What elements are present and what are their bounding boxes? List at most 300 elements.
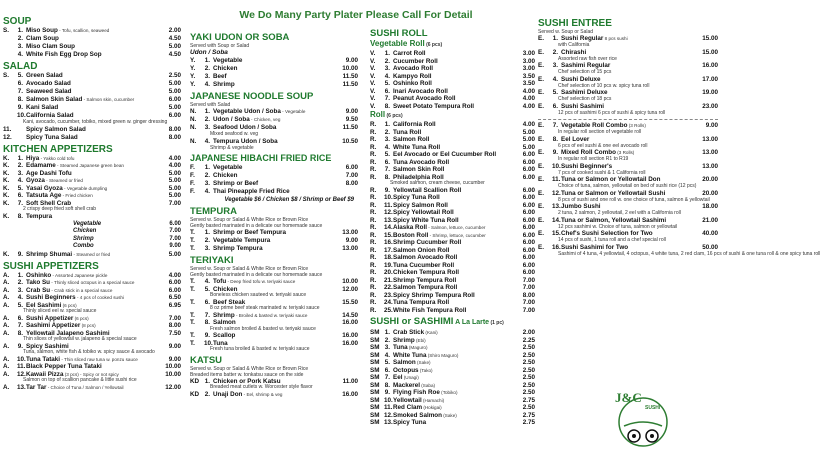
item-number: 8. [384,173,390,181]
item-description: (6 pcs) [61,302,77,308]
item-category-code: E. [538,162,544,170]
item-number: 5. [384,151,390,158]
item-number: 4. [384,72,390,80]
item-description: - Crab stick in a special sauce [50,287,113,293]
item-number: 8. [17,329,23,337]
item-number: 12. [552,189,561,197]
item-price: 3.50 [522,72,535,80]
menu-item [370,329,535,337]
menu-item [190,245,358,253]
item-number: 9. [17,250,23,258]
item-category-code: SM [370,396,380,404]
item-category-code: N. [190,108,197,115]
item-number: 4. [204,188,210,195]
yaki-list [190,57,358,89]
option-name: Shrimp [73,235,94,242]
column-4 [538,16,820,257]
item-category-code: R. [370,246,377,254]
item-price: 16.00 [342,332,358,339]
menu-item [370,88,535,96]
item-number: 4. [17,51,23,58]
item-name: Eel Lover [561,135,590,143]
item-name: Tuna Tataki - Thin sliced raw tuna w. ponzu sauce [26,355,138,363]
item-number: 2. [204,172,210,179]
menu-item [3,88,181,96]
item-number: 11. [552,176,561,183]
item-number: 4. [204,137,210,145]
item-price: 7.00 [522,306,535,314]
item-price: 10.00 [165,363,181,370]
item-number: 20. [384,269,393,276]
menu-item [370,224,535,232]
item-price: 10.00 [342,65,358,72]
item-number: 1. [17,271,23,279]
item-price: 7.00 [168,199,181,207]
item-description: (6 pcs) [73,315,89,321]
menu-item [3,192,181,200]
tempura-list [190,229,358,253]
item-name: Edamame - Steamed Japanese green bean [26,162,124,169]
item-note: Sashimi of 4 tuna, 4 yellowtail, 4 octopus, 4 white tuna, 2 red clam, 16 pcs of sushi & one tuna roll & one spicy tuna roll [558,250,820,257]
item-name: Seafood Udon / Soba [213,124,277,131]
vegetable-roll-count: (6 pcs) [424,42,443,48]
item-category-code: R. [370,143,377,151]
hibachi-heading: JAPANESE HIBACHI FRIED RICE [190,153,332,163]
item-price: 16.00 [702,62,718,69]
item-name: Clam Soup [26,35,59,42]
item-number: 3. [204,245,210,252]
item-name: Boston Roll - Shrimp, lettuce, cucumber [393,231,486,239]
item-price: 6.00 [168,112,181,119]
item-category-code: E. [538,149,544,156]
item-name: Vegetable Roll Combo (3 Rolls) [561,122,646,129]
item-description: (3 Rolls) [627,123,646,128]
item-name: Spicy Sashimi [26,342,69,350]
menu-item [3,251,181,259]
item-name: Sashimi Appetizer (8 pcs) [26,322,96,329]
kitchen-note: 2 crispy deep fried soft shell crab [23,206,97,212]
item-category-code: SM [370,366,380,374]
item-note: Chef selection of 10 pcs w. spicy tuna roll [558,82,650,89]
item-price: 3.00 [522,57,535,65]
item-number: 1. [552,35,558,42]
item-number: 2. [384,57,390,65]
item-name: Sweet Potato Tempura Roll [393,102,475,110]
item-price: 20.00 [702,176,718,183]
item-category-code: A. [3,286,10,294]
item-name: Chicken Tempura Roll [393,269,460,276]
kitchen-appetizers-heading: KITCHEN APPETIZERS [3,143,113,155]
item-price: 5.00 [522,143,535,151]
item-name: Eel Avocado or Eel Cucumber Roll [393,151,497,158]
item-description: - Yakko cold tofu [39,155,75,161]
tempura-option [3,243,181,251]
item-number: 3. [17,169,23,177]
item-description: 8 pcs sushi [603,36,628,41]
tempura-option [3,236,181,244]
item-price: 15.00 [702,35,718,42]
item-number: 2. [17,35,23,42]
item-price: 12.00 [342,285,358,293]
tempura-appetizer-label: Tempura [26,212,53,220]
item-name: Spicy Salmon Roll [393,201,448,209]
item-category-code: S. [3,72,9,79]
item-description: (Saba) [419,382,436,388]
item-name: Sushi Sashimi [561,102,605,110]
item-category-code: E. [538,135,544,143]
sushi-roll-heading: SUSHI ROLL [370,28,428,39]
item-price: 14.50 [342,311,358,319]
item-category-code: R. [370,299,377,306]
item-name: Yasai Gyoza - Vegetable dumpling [26,184,108,192]
item-number: 10. [384,396,393,404]
item-description: - Shrimp, lettuce, cucumber [428,232,486,238]
item-price: 3.00 [522,65,535,72]
item-category-code: E. [538,176,544,183]
item-name: Tar Tar - Choice of Tuna / Salmon / Yellowtail [26,383,124,391]
item-category-code: R. [370,136,377,143]
menu-item [3,51,181,59]
option-price: 9.00 [169,243,181,249]
item-number: 21. [384,276,393,284]
item-category-code: A. [3,301,10,309]
item-description: - Thin sliced raw tuna w. ponzu sauce [60,356,138,362]
item-name: Shrimp or Beef Tempura [213,229,287,236]
soup-heading: SOUP [3,16,32,27]
item-price: 2.25 [522,336,535,344]
menu-item [370,73,535,81]
item-name: Spicy White Tuna Roll [393,216,459,224]
column-2 [190,30,358,398]
item-note: In regular roll section R1 to R19 [558,156,629,162]
sashimi-list [370,329,535,427]
item-price: 7.00 [522,276,535,284]
item-price: 4.00 [522,95,535,102]
katsu-list-2 [190,391,358,399]
roll-count: (6 pcs) [385,113,403,119]
item-category-code: F. [190,172,195,179]
item-price: 20.00 [702,189,718,197]
item-category-code: T. [190,319,195,326]
menu-item [190,188,358,196]
item-price: 9.00 [345,237,358,244]
tempura-sub-2: Gently basted marinated in a delicate our homemade sauce [190,223,323,229]
item-number: 8. [384,102,390,110]
entree-divider [538,119,718,120]
item-price: 6.00 [522,246,535,254]
item-name: Shrimp Tempura Roll [393,276,457,284]
item-price: 19.00 [702,89,718,96]
item-price: 10.00 [165,370,181,378]
item-number: 16. [384,239,393,246]
menu-item [190,180,358,188]
item-name: Tofu - Deep fried tofu w. teriyaki sauce [213,278,296,285]
item-number: 2. [204,65,210,72]
item-number: 5. [552,89,558,96]
item-number: 17. [384,246,393,254]
item-category-code: F. [190,164,195,171]
teriyaki-note-4: Fresh tuna broiled & basted w. teriyaki sauce [210,346,310,352]
item-price: 5.00 [168,43,181,50]
item-category-code: E. [538,122,544,129]
item-number: 7. [552,122,558,129]
menu-item [3,185,181,193]
item-price: 4.00 [168,162,181,169]
item-number: 7. [17,199,23,207]
item-name: Mackerel (Saba) [393,381,436,389]
item-note: In regular roll section of vegetable roll [558,129,642,135]
menu-item [370,374,535,382]
item-category-code: V. [370,102,376,110]
kitchen-list-2 [3,251,181,259]
item-name: Crab Stick (Kani) [393,329,438,336]
item-price: 18.00 [702,203,718,210]
item-name: Sushi Deluxe [561,75,601,83]
item-price: 13.00 [342,245,358,252]
item-name: Tuna or Salmon or Yellowtail Don [561,176,661,183]
item-price: 13.00 [702,135,718,143]
item-category-code: Y. [190,81,196,88]
item-name: Kampyo Roll [393,72,432,80]
item-price: 5.00 [168,250,181,258]
sashimi-count: (1 pc) [489,320,504,326]
item-number: 1. [384,121,390,128]
menu-item [370,58,535,66]
item-price: 13.00 [702,162,718,170]
item-category-code: K. [3,169,10,177]
item-name: Avocado Roll [393,65,434,72]
item-description: (Hamachi) [421,397,445,403]
item-price: 3.00 [522,50,535,57]
item-category-code: T. [190,278,195,285]
item-price: 6.00 [522,239,535,246]
item-name: Spicy Shrimp Tempura Roll [393,291,475,299]
item-number: 7. [384,166,390,173]
menu-item [370,159,535,167]
item-price: 5.00 [522,128,535,136]
item-name: Sushi Regular 8 pcs sushi [561,35,628,42]
item-name: Inari Avocado Roll [393,87,448,95]
item-name: Chicken [213,65,238,72]
menu-item [370,299,535,307]
item-number: 24. [384,299,393,306]
item-price: 2.50 [522,374,535,381]
item-note: 14 pcs of sushi, 1 tuna roll and a chef special roll [558,237,666,243]
option-name: Chicken [73,228,97,234]
item-number: 5. [384,80,390,87]
item-price: 13.00 [342,229,358,236]
item-price: 7.00 [522,284,535,291]
item-name: Shrimp Shumai - Steamed or fried [26,250,111,258]
menu-item [370,269,535,277]
item-number: 7. [17,88,23,95]
item-number: 6. [17,314,23,322]
item-number: 4. [552,75,558,83]
item-category-code: V. [370,80,376,87]
item-name: Shrimp [213,81,235,88]
item-number: 18. [384,254,393,261]
tempura-option [3,221,181,229]
item-category-code: R. [370,209,377,216]
item-name: Salmon Avocado Roll [393,254,458,261]
menu-item [3,170,181,178]
item-note: Choice of tuna, salmon, yellowtail on bed of sushi rice (12 pcs) [558,183,697,189]
item-price: 6.00 [522,158,535,166]
item-category-code: SM [370,374,380,381]
item-number: 8. [384,381,390,389]
item-name: Sushi Sashimi for Two [561,243,629,251]
item-number: 2. [17,279,23,286]
item-name: Carrot Roll [393,50,426,57]
item-note: Chef selection of 15 pcs [558,69,612,75]
item-description: (Hokigai) [422,405,442,410]
item-note: 12 pcs of sashimi 6 pcs of sushi & spicy tuna roll [558,109,666,116]
item-price: 6.00 [522,254,535,261]
menu-item [370,136,535,144]
item-number: 16. [552,243,561,251]
item-number: 10. [384,194,393,201]
tempura-option [3,228,181,236]
item-price: 5.00 [168,88,181,95]
item-name: Scallop [213,332,236,339]
item-number: 2. [204,390,210,398]
teriyaki-sub-2: Gently basted marinated in a delicate our homemade sauce [190,272,323,278]
item-name: Salmon (Sake) [393,359,431,366]
item-number: 6. [384,158,390,166]
sashimi-heading [370,316,535,329]
item-price: 5.00 [168,80,181,87]
item-name: Salmon Skin Salad - Salmon skin, cucumber [26,96,135,103]
item-number: 9. [384,186,390,194]
item-category-code: A. [3,294,10,301]
item-name: Salmon Skin Roll [393,166,445,173]
item-number: 5. [204,285,210,293]
item-price: 8.00 [168,125,181,133]
item-price: 9.00 [168,355,181,363]
item-number: 3. [17,43,23,50]
item-number: 23. [384,291,393,299]
item-number: 3. [384,65,390,72]
menu-item [370,80,535,88]
item-price: 16.00 [342,319,358,326]
item-name: California Salad [26,112,74,119]
item-category-code: 12. [3,133,12,141]
item-number: 5. [17,301,23,309]
item-name: Alaska Roll - Salmon, lettuce, cucumber [393,224,486,231]
item-name: Vegetable Udon / Soba - Vegetable [213,108,306,115]
item-price: 2.75 [522,411,535,419]
menu-item [190,332,358,340]
item-number: 4. [384,351,390,359]
item-price: 8.00 [168,133,181,141]
item-price: 7.00 [522,299,535,306]
sushi-app-list-5 [3,384,181,392]
item-description: - Chicken, veg [249,117,281,122]
item-category-code: R. [370,216,377,224]
item-category-code: A. [3,329,10,337]
item-price: 6.95 [168,301,181,309]
item-name: Vegetable [213,57,243,64]
menu-item [370,65,535,73]
item-number: 11. [17,363,26,370]
salad-list [3,72,181,120]
salad-heading: SALAD [3,61,38,72]
item-price: 2.50 [522,351,535,359]
item-category-code: E. [538,35,544,42]
item-name: Mixed Roll Combo (3 Rolls) [561,149,635,156]
item-number: 15. [384,231,393,239]
sushi-app-note: Thinly sliced eel w. special sauce [23,308,97,314]
item-price: 6.00 [168,286,181,294]
item-note: 6 pcs of eel sushi & one eel avocado roll [558,142,648,149]
item-price: 6.00 [522,186,535,194]
item-number: 4. [384,143,390,151]
item-price: 8.00 [168,322,181,329]
item-description: - Salmon skin, cucumber [82,97,135,102]
item-number: 13. [552,203,561,210]
item-category-code: SM [370,404,380,411]
item-category-code: E. [538,75,544,83]
item-name: Tatsuta Age - Fried chicken [26,192,93,199]
item-category-code: T. [190,298,195,306]
item-name: Spicy Tuna Salad [26,133,78,141]
item-note: Chef selection of 18 pcs [558,96,612,102]
item-price: 6.00 [522,209,535,216]
item-category-code: Y. [190,73,196,80]
item-number: 3. [552,62,558,69]
item-description: (Maguro) [407,345,428,350]
item-number: 3. [204,73,210,80]
item-name: Chicken [213,172,238,179]
noodle-list [190,108,358,132]
menu-item [370,367,535,375]
salad-list-2 [3,126,181,142]
item-number: 4. [17,294,23,301]
noodle-sub: Served with Salad [190,102,231,108]
item-price: 10.00 [342,278,358,285]
item-category-code: K. [3,184,10,192]
menu-item [3,96,181,104]
item-category-code: Y. [190,57,196,64]
item-category-code: E. [538,243,544,251]
item-category-code: A. [3,355,10,363]
item-category-code: E. [538,203,544,210]
item-price: 6.00 [522,166,535,173]
item-name: Tuna (Maguro) [393,344,428,351]
menu-item [370,144,535,152]
item-category-code: V. [370,50,376,57]
item-note: 12 pcs sashimi w. Choice of tuna, salmon or yellowtail [558,223,678,230]
item-name: Vegetable [213,164,243,171]
item-category-code: N. [190,137,197,145]
sushi-app-list [3,272,181,310]
item-number: 10. [204,339,213,347]
item-description: (Tako) [418,367,433,373]
item-description: (Kani) [424,330,438,335]
item-category-code: A. [3,363,10,370]
menu-item [3,272,181,280]
menu-item [190,391,358,399]
item-category-code: K. [3,250,10,258]
item-category-code: R. [370,201,377,209]
item-name: Vegetable Tempura [213,237,271,244]
sashimi-title: SUSHI or SASHIMI [370,316,454,327]
tempura-sub: Served w. Soup or Salad & White Rice or Brown Rice [190,217,309,223]
item-price: 4.50 [168,35,181,42]
item-name: Spicy Tuna [393,419,427,426]
item-number: 22. [384,284,393,291]
item-number: 1. [204,108,210,115]
